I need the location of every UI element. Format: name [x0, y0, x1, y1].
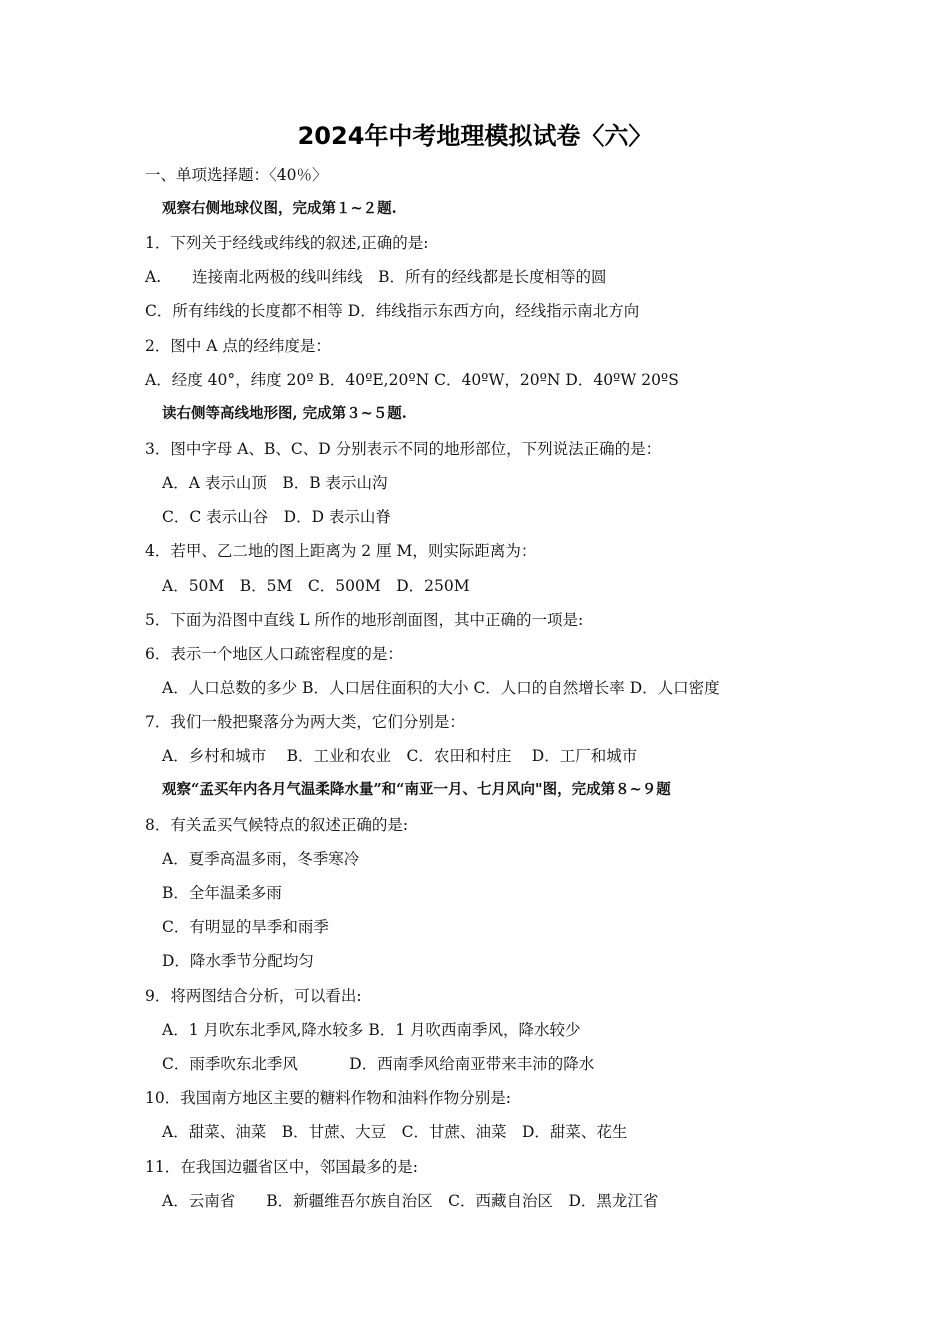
question-8-option-c: C．有明显的旱季和雨季 [162, 918, 329, 936]
question-4: 4．若甲、乙二地的图上距离为 2 厘 M，则实际距离为： [145, 542, 537, 560]
question-8-option-b: B．全年温柔多雨 [162, 884, 282, 902]
question-11-options: A．云南省 B．新疆维吾尔族自治区 C．西藏自治区 D．黑龙江省 [162, 1192, 659, 1210]
question-10-options: A．甜菜、油菜 B．甘蔗、大豆 C．甘蔗、油菜 D．甜菜、花生 [162, 1123, 628, 1141]
question-9-options-ab: A．1 月吹东北季风,降水较多 B．1 月吹西南季风，降水较少 [162, 1021, 581, 1039]
question-9: 9．将两图结合分析，可以看出: [145, 987, 362, 1005]
question-11: 11．在我国边疆省区中，邻国最多的是: [145, 1158, 418, 1176]
question-1: 1．下列关于经线或纬线的叙述,正确的是: [145, 234, 429, 252]
question-5: 5．下面为沿图中直线 L 所作的地形剖面图，其中正确的一项是: [145, 611, 584, 629]
instruction-contour: 读右侧等高线地形图, 完成第３~５题. [162, 405, 407, 422]
question-1-options-ab: A. 连接南北两极的线叫纬线 B．所有的经线都是长度相等的圆 [145, 268, 607, 286]
question-3: 3．图中字母 A、B、C、D 分别表示不同的地形部位，下列说法正确的是： [145, 440, 662, 458]
instruction-mumbai: 观察“孟买年内各月气温柔降水量”和“南亚一月、七月风向"图，完成第８~９题 [162, 781, 671, 798]
question-8-option-a: A．夏季高温多雨，冬季寒冷 [162, 850, 360, 868]
page-title: 2024年中考地理模拟试卷〈六〉 [297, 122, 653, 150]
question-8-option-d: D．降水季节分配均匀 [162, 952, 314, 970]
question-3-options-cd: C．C 表示山谷 D．D 表示山脊 [162, 508, 391, 526]
instruction-globe: 观察右侧地球仪图，完成第１~２题. [162, 200, 397, 217]
question-9-options-cd: C．雨季吹东北季风 D．西南季风给南亚带来丰沛的降水 [162, 1055, 595, 1073]
question-4-options: A．50M B．5M C．500M D．250M [162, 577, 470, 595]
question-3-options-ab: A．A 表示山顶 B．B 表示山沟 [162, 474, 388, 492]
question-6: 6．表示一个地区人口疏密程度的是： [145, 645, 403, 663]
question-10: 10．我国南方地区主要的糖料作物和油料作物分别是: [145, 1089, 511, 1107]
question-6-options: A．人口总数的多少 B．人口居住面积的大小 C．人口的自然增长率 D．人口密度 [162, 679, 720, 697]
question-8: 8．有关孟买气候特点的叙述正确的是: [145, 816, 409, 834]
section-heading: 一、单项选择题：〈40％〉 [145, 166, 328, 184]
question-2: 2．图中 A 点的经纬度是： [145, 337, 331, 355]
question-1-options-cd: C．所有纬线的长度都不相等 D．纬线指示东西方向，经线指示南北方向 [145, 302, 640, 320]
question-7-options: A．乡村和城市 B．工业和农业 C．农田和村庄 D．工厂和城市 [162, 747, 638, 765]
question-2-options: A．经度 40°，纬度 20º B．40ºE,20ºN C．40ºW，20ºN D．40ºW 20ºS [145, 371, 679, 389]
question-7: 7．我们一般把聚落分为两大类，它们分别是： [145, 713, 465, 731]
